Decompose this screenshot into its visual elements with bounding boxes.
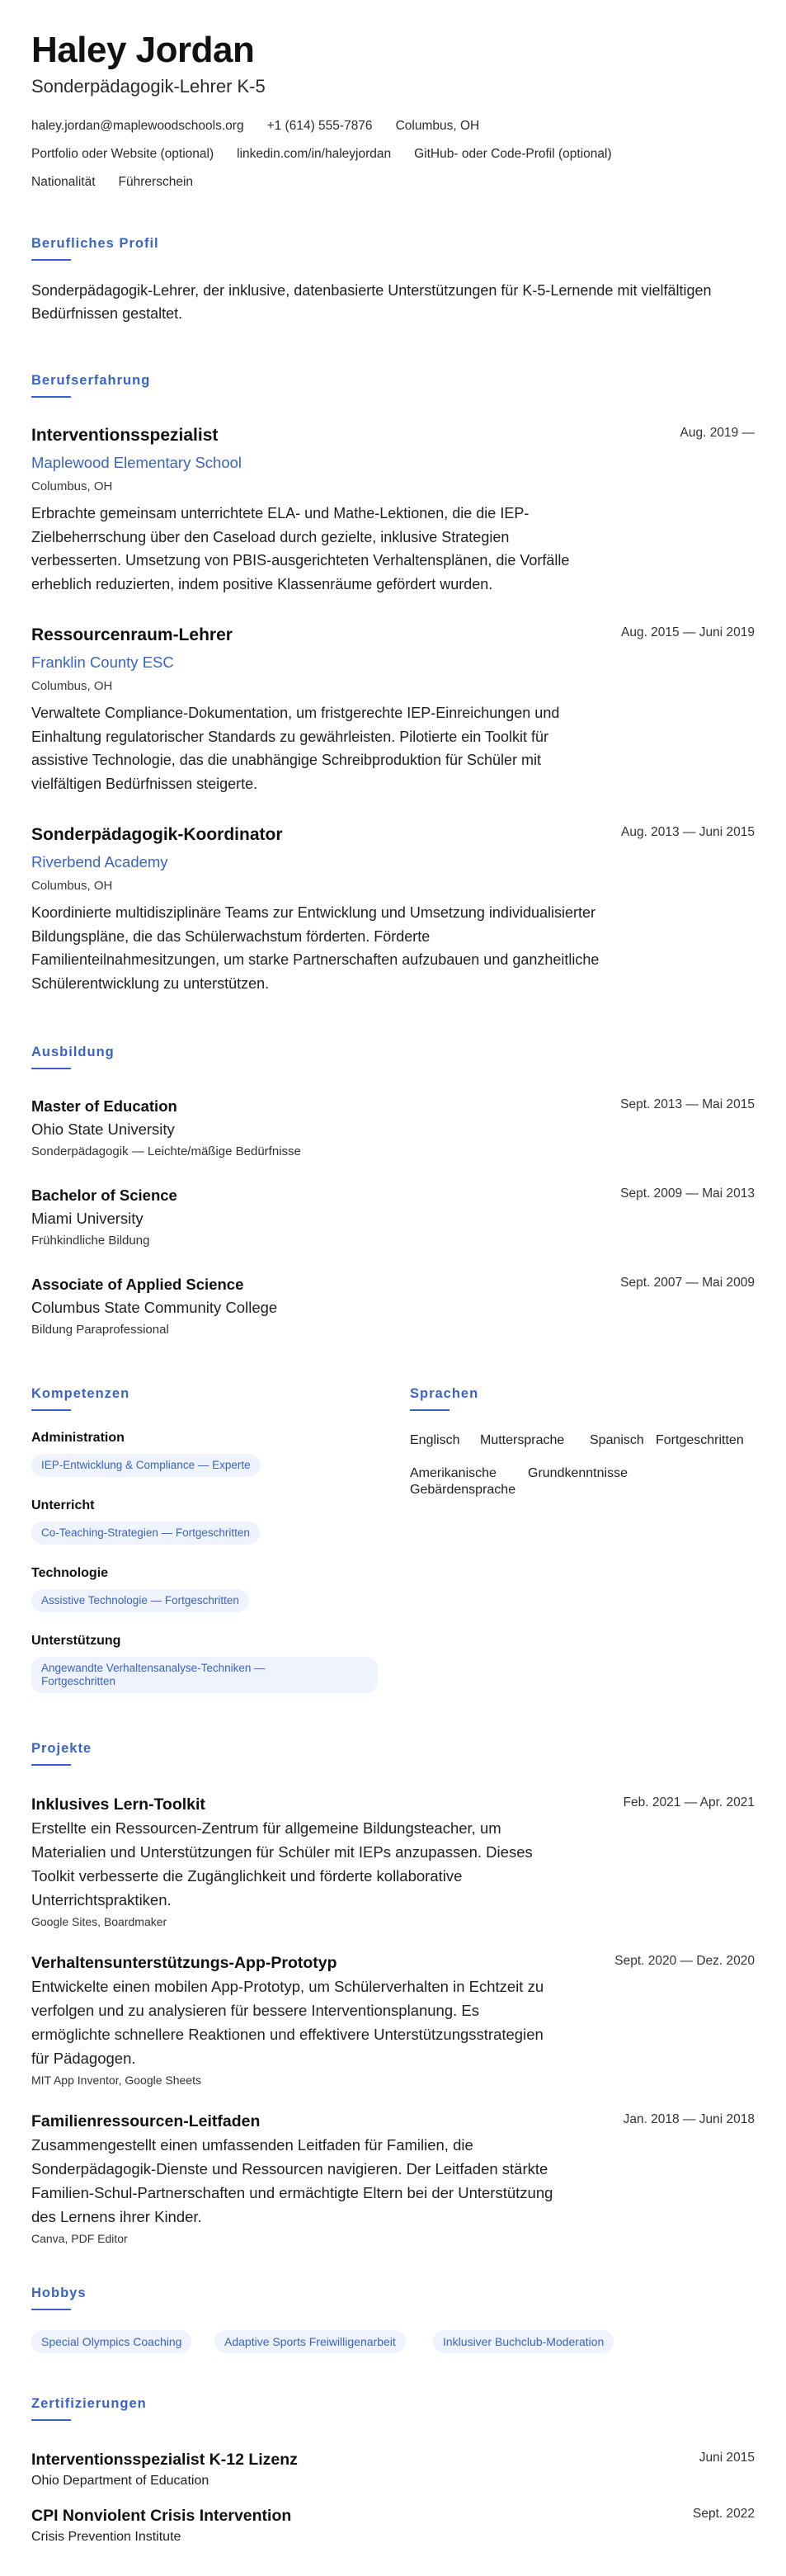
job-title: Ressourcenraum-Lehrer bbox=[31, 625, 233, 644]
skill-chip-line: Angewandte Verhaltensanalyse-Techniken — bbox=[41, 1662, 266, 1674]
skill-chip: Assistive Technologie — Fortgeschritten bbox=[31, 1589, 249, 1612]
contact-row-links bbox=[31, 147, 612, 162]
job-date: Aug. 2019 — bbox=[680, 426, 755, 440]
project-date: Jan. 2018 — Juni 2018 bbox=[623, 2112, 755, 2126]
contact-row-primary bbox=[31, 119, 479, 134]
language-name-line: Gebärdensprache bbox=[410, 1483, 516, 1497]
project-name: Inklusives Lern-Toolkit bbox=[31, 1795, 205, 1814]
section-title-experience: Berufserfahrung bbox=[31, 373, 151, 388]
degree-title: Bachelor of Science bbox=[31, 1187, 177, 1204]
job-employer: Franklin County ESC bbox=[31, 653, 174, 671]
linkedin-link[interactable]: linkedin.com/in/haleyjordan bbox=[237, 147, 392, 161]
skill-chip: IEP-Entwicklung & Compliance — Experte bbox=[31, 1454, 261, 1477]
language-name: Englisch bbox=[410, 1433, 460, 1447]
language-name bbox=[410, 1465, 515, 1498]
email-link[interactable]: haley.jordan@maplewoodschools.org bbox=[31, 119, 244, 133]
certification-name: Interventionsspezialist K-12 Lizenz bbox=[31, 2451, 298, 2469]
project-name: Familienressourcen-Leitfaden bbox=[31, 2112, 261, 2130]
field-of-study: Frühkindliche Bildung bbox=[31, 1234, 150, 1248]
experience-item bbox=[31, 426, 755, 596]
degree-title: Associate of Applied Science bbox=[31, 1276, 244, 1293]
project-item bbox=[31, 1795, 755, 1928]
certification-item bbox=[31, 2507, 755, 2545]
job-description: Verwaltete Compliance-Dokumentation, um fristgerechte IEP-Einreichungen und Einhaltung regulatorischer Standards zu gewährleisten. Pilotierte ein Toolkit für assistive Technologie, das die unabhängige Schreibproduktion für Schüler mit vielfältigen Bedürfnissen steigerte. bbox=[31, 705, 560, 792]
job-location: Columbus, OH bbox=[31, 679, 113, 693]
language-name-line: Amerikanische bbox=[410, 1466, 497, 1480]
contact-row-personal bbox=[31, 175, 193, 190]
field-of-study: Bildung Paraprofessional bbox=[31, 1323, 169, 1337]
section-rule bbox=[410, 1409, 449, 1411]
project-description: Entwickelte einen mobilen App-Prototyp, um Schülerverhalten in Echtzeit zu verfolgen und zu analysieren für bessere Interventionsplanung. Es ermöglichte schnellere Reaktionen und effektivere Unterstützungsstrategien für Pädagogen. bbox=[31, 1978, 544, 2067]
school-name: Miami University bbox=[31, 1210, 144, 1227]
section-rule bbox=[31, 1409, 71, 1411]
section-title-education: Ausbildung bbox=[31, 1045, 115, 1059]
project-item bbox=[31, 2112, 755, 2245]
certification-item bbox=[31, 2451, 755, 2489]
language-level: Fortgeschritten bbox=[656, 1433, 744, 1447]
project-item bbox=[31, 1954, 755, 2087]
section-rule bbox=[31, 396, 71, 398]
section-title-certifications: Zertifizierungen bbox=[31, 2396, 147, 2411]
certification-issuer: Crisis Prevention Institute bbox=[31, 2530, 181, 2544]
education-date: Sept. 2007 — Mai 2009 bbox=[620, 1276, 755, 1290]
language-level: Muttersprache bbox=[480, 1433, 565, 1447]
job-employer: Maplewood Elementary School bbox=[31, 454, 242, 471]
website-link[interactable]: Portfolio oder Website (optional) bbox=[31, 147, 214, 161]
school-name: Columbus State Community College bbox=[31, 1299, 278, 1316]
section-title-projects: Projekte bbox=[31, 1741, 92, 1756]
skill-chip: Co-Teaching-Strategien — Fortgeschritten bbox=[31, 1522, 260, 1545]
skill-group-label: Unterstützung bbox=[31, 1634, 121, 1648]
skill-chip-line: Fortgeschritten bbox=[41, 1675, 116, 1687]
section-rule bbox=[31, 2309, 71, 2310]
certification-date: Sept. 2022 bbox=[693, 2507, 755, 2521]
language-level: Grundkenntnisse bbox=[528, 1466, 628, 1480]
phone-link[interactable]: +1 (614) 555-7876 bbox=[266, 119, 373, 133]
job-date: Aug. 2015 — Juni 2019 bbox=[620, 625, 755, 639]
license-text: Führerschein bbox=[118, 175, 194, 189]
hobby-chip: Adaptive Sports Freiwilligenarbeit bbox=[214, 2330, 406, 2353]
language-name: Spanisch bbox=[590, 1433, 644, 1447]
project-date: Sept. 2020 — Dez. 2020 bbox=[614, 1954, 755, 1968]
project-tools: Canva, PDF Editor bbox=[31, 2232, 128, 2245]
certification-name: CPI Nonviolent Crisis Intervention bbox=[31, 2507, 292, 2525]
nationality-text: Nationalität bbox=[31, 175, 96, 189]
job-description: Erbrachte gemeinsam unterrichtete ELA- und Mathe-Lektionen, die die IEP-Zielbeherrschung über den Caseload durch gezielte, inklusive Strategien verbesserten. Umsetzung von PBIS-ausgerichteten Verhaltensplänen, die Vorfälle erheblich reduzierten, indem positive Klassenräume gefördert wurden. bbox=[31, 505, 570, 592]
section-rule bbox=[31, 1068, 71, 1069]
project-tools: Google Sites, Boardmaker bbox=[31, 1915, 167, 1928]
school-name: Ohio State University bbox=[31, 1121, 175, 1138]
skill-group-label: Administration bbox=[31, 1431, 125, 1445]
project-date: Feb. 2021 — Apr. 2021 bbox=[623, 1795, 755, 1809]
location-text: Columbus, OH bbox=[395, 119, 480, 133]
skill-chip bbox=[31, 1657, 378, 1693]
education-date: Sept. 2009 — Mai 2013 bbox=[620, 1187, 755, 1201]
project-description: Erstellte ein Ressourcen-Zentrum für allgemeine Bildungsteacher, um Materialien und Unterstützungen für Schüler mit IEPs anzupassen. Dieses Toolkit verbesserte die Zugänglichkeit und förderte kollaborative Unterrichtspraktiken. bbox=[31, 1819, 533, 1908]
certification-date: Juni 2015 bbox=[699, 2451, 755, 2465]
job-title: Sonderpädagogik-Koordinator bbox=[31, 825, 283, 844]
section-rule bbox=[31, 259, 71, 261]
education-date: Sept. 2013 — Mai 2015 bbox=[620, 1097, 755, 1111]
project-tools: MIT App Inventor, Google Sheets bbox=[31, 2074, 201, 2087]
education-item bbox=[31, 1187, 755, 1248]
section-rule bbox=[31, 2419, 71, 2421]
degree-title: Master of Education bbox=[31, 1097, 177, 1115]
experience-item bbox=[31, 625, 755, 795]
candidate-name: Haley Jordan bbox=[31, 30, 255, 70]
education-item bbox=[31, 1097, 755, 1158]
job-description: Koordinierte multidisziplinäre Teams zur Entwicklung und Umsetzung individualisierter Bildungspläne, die das Schülerwachstum förderten. Förderte Familienteilnahmesitzungen, um starke Partnerschaften aufzubauen und ganzheitliche Schülerentwicklung zu unterstützen. bbox=[31, 904, 600, 992]
profile-summary: Sonderpädagogik-Lehrer, der inklusive, datenbasierte Unterstützungen für K-5-Lernende mit vielfältigen Bedürfnissen gestaltet. bbox=[31, 282, 712, 322]
job-employer: Riverbend Academy bbox=[31, 853, 168, 870]
project-name: Verhaltensunterstützungs-App-Prototyp bbox=[31, 1954, 337, 1972]
project-description: Zusammengestellt einen umfassenden Leitfaden für Familien, die Sonderpädagogik-Dienste und Ressourcen navigieren. Der Leitfaden stärkte Familien-Schul-Partnerschaften und ermächtigte Eltern bei der Unterstützung des Lernens ihrer Kinder. bbox=[31, 2136, 553, 2225]
field-of-study: Sonderpädagogik — Leichte/mäßige Bedürfnisse bbox=[31, 1144, 301, 1158]
job-location: Columbus, OH bbox=[31, 879, 113, 893]
certification-issuer: Ohio Department of Education bbox=[31, 2474, 209, 2488]
section-title-hobbies: Hobbys bbox=[31, 2286, 87, 2300]
experience-item bbox=[31, 825, 755, 995]
job-date: Aug. 2013 — Juni 2015 bbox=[620, 825, 755, 839]
section-title-profile: Berufliches Profil bbox=[31, 236, 159, 251]
skill-group-label: Unterricht bbox=[31, 1498, 95, 1512]
job-title: Interventionsspezialist bbox=[31, 426, 219, 445]
candidate-headline: Sonderpädagogik-Lehrer K-5 bbox=[31, 76, 266, 97]
hobby-chip: Inklusiver Buchclub-Moderation bbox=[433, 2330, 614, 2353]
skill-group-label: Technologie bbox=[31, 1566, 109, 1580]
section-rule bbox=[31, 1764, 71, 1766]
github-link[interactable]: GitHub- oder Code-Profil (optional) bbox=[414, 147, 612, 161]
education-item bbox=[31, 1276, 755, 1337]
section-title-skills: Kompetenzen bbox=[31, 1386, 130, 1401]
section-title-languages: Sprachen bbox=[410, 1386, 479, 1401]
job-location: Columbus, OH bbox=[31, 479, 113, 493]
hobby-chip: Special Olympics Coaching bbox=[31, 2330, 191, 2353]
